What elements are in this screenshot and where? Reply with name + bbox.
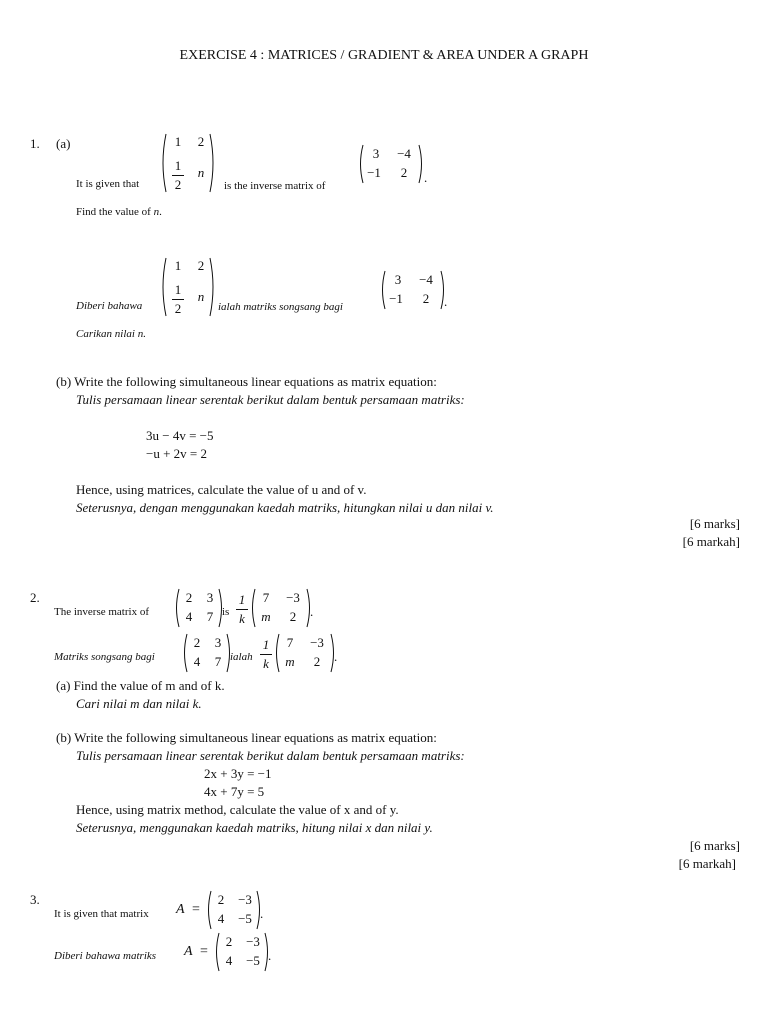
q1-inverse-text-ms: ialah matriks songsang bagi	[218, 301, 343, 313]
q1-part-b-en: (b) Write the following simultaneous linear equations as matrix equation:	[56, 374, 437, 389]
q1-marks-ms: [6 markah]	[682, 534, 740, 549]
q2-fraction-ms: 1 k	[260, 637, 272, 672]
q3-matrix-name-ms: A	[184, 944, 193, 959]
q1-inverse-text: is the inverse matrix of	[224, 180, 326, 192]
q3-equals-ms: =	[200, 944, 208, 959]
matrix-cell: 4	[217, 911, 225, 926]
q1-equation-1: 3u − 4v = −5	[146, 428, 214, 443]
q1-given-text-ms: Diberi bahawa	[76, 300, 143, 312]
matrix-cell: 4	[225, 953, 233, 968]
period: .	[268, 948, 272, 963]
q3-matrix	[206, 890, 262, 930]
q1-original-matrix	[358, 144, 424, 184]
q2-matrix-a-ms	[182, 633, 232, 673]
q3-given-text-ms: Diberi bahawa matriks	[54, 950, 157, 962]
q1-hence-en: Hence, using matrices, calculate the value of u and of v.	[76, 482, 367, 497]
q2-marks-ms: [6 markah]	[678, 856, 736, 871]
matrix-cell: 2	[225, 934, 233, 949]
matrix-brackets	[214, 932, 270, 972]
q2-part-b-en: (b) Write the following simultaneous linear equations as matrix equation:	[56, 730, 437, 745]
matrix-cell: 3	[206, 590, 214, 605]
q2-part-a-en: (a) Find the value of m and of k.	[56, 678, 225, 693]
q2-matrix-b-ms	[274, 633, 336, 673]
matrix-fraction: 1 2	[172, 158, 184, 193]
q2-equation-1: 2x + 3y = −1	[204, 766, 272, 781]
matrix-cell: n	[197, 165, 205, 180]
q1-number: 1.	[30, 136, 40, 151]
q2-equation-2: 4x + 7y = 5	[204, 784, 265, 799]
matrix-fraction: 1 2	[172, 282, 184, 317]
q1-given-text: It is given that	[76, 178, 140, 190]
q2-matrix-b	[250, 588, 312, 628]
matrix-brackets	[160, 256, 216, 318]
q2-fraction: 1 k	[236, 592, 248, 627]
matrix-cell: −3	[310, 635, 324, 650]
matrix-cell: m	[285, 654, 295, 669]
q2-is-text: is	[222, 606, 230, 618]
matrix-brackets	[274, 633, 336, 673]
period: .	[334, 649, 338, 664]
q3-given-text: It is given that matrix	[54, 908, 149, 920]
matrix-cell: 1	[174, 134, 182, 149]
matrix-cell: 2	[422, 291, 430, 306]
matrix-cell: −5	[238, 911, 252, 926]
q3-matrix-ms	[214, 932, 270, 972]
period: .	[260, 906, 264, 921]
q1-part-b-ms: Tulis persamaan linear serentak berikut dalam bentuk persamaan matriks:	[76, 392, 465, 407]
q2-matrix-a	[174, 588, 224, 628]
q2-hence-ms: Seterusnya, menggunakan kaedah matriks, hitung nilai x dan nilai y.	[76, 820, 433, 835]
q2-marks-en: [6 marks]	[689, 838, 740, 853]
matrix-cell: 2	[289, 609, 297, 624]
page-title: EXERCISE 4 : MATRICES / GRADIENT & AREA UNDER A GRAPH	[179, 48, 589, 63]
matrix-cell: 3	[394, 272, 402, 287]
matrix-brackets	[206, 890, 262, 930]
q3-matrix-name: A	[176, 902, 185, 917]
matrix-cell: 2	[185, 590, 193, 605]
matrix-cell: −1	[367, 165, 381, 180]
q1-find-text-ms: Carikan nilai n.	[76, 328, 146, 340]
matrix-cell: m	[261, 609, 271, 624]
period: .	[444, 294, 448, 309]
matrix-cell: −5	[246, 953, 260, 968]
matrix-cell: −4	[419, 272, 433, 287]
q1-inverse-matrix	[160, 132, 216, 194]
matrix-cell: 7	[214, 654, 222, 669]
matrix-cell: 7	[286, 635, 294, 650]
q3-number: 3.	[30, 892, 40, 907]
q1-equation-2: −u + 2v = 2	[146, 446, 207, 461]
matrix-cell: 2	[217, 892, 225, 907]
q2-part-b-ms: Tulis persamaan linear serentak berikut dalam bentuk persamaan matriks:	[76, 748, 465, 763]
q1-hence-ms: Seterusnya, dengan menggunakan kaedah matriks, hitungkan nilai u dan nilai v.	[76, 500, 494, 515]
matrix-cell: 3	[214, 635, 222, 650]
matrix-cell: −3	[286, 590, 300, 605]
matrix-cell: −3	[246, 934, 260, 949]
matrix-cell: −1	[389, 291, 403, 306]
matrix-cell: 3	[372, 146, 380, 161]
matrix-cell: n	[197, 289, 205, 304]
matrix-cell: 2	[197, 134, 205, 149]
q3-equals: =	[192, 902, 200, 917]
q1-inverse-matrix-ms	[160, 256, 216, 318]
q2-inverse-text-ms: Matriks songsang bagi	[54, 651, 155, 663]
matrix-cell: 2	[313, 654, 321, 669]
q1-part-a-label: (a)	[56, 136, 71, 151]
matrix-brackets	[250, 588, 312, 628]
matrix-brackets	[160, 132, 216, 194]
q1-find-text: Find the value of n.	[76, 206, 162, 218]
matrix-cell: 4	[193, 654, 201, 669]
matrix-brackets	[182, 633, 232, 673]
q2-part-a-ms: Cari nilai m dan nilai k.	[76, 696, 202, 711]
period: .	[424, 170, 428, 185]
q2-number: 2.	[30, 590, 40, 605]
matrix-cell: 7	[206, 609, 214, 624]
period: .	[310, 604, 314, 619]
q1-original-matrix-ms	[380, 270, 446, 310]
q2-hence-en: Hence, using matrix method, calculate the value of x and of y.	[76, 802, 399, 817]
q2-ialah-text: ialah	[230, 651, 253, 663]
matrix-cell: 2	[400, 165, 408, 180]
matrix-brackets	[174, 588, 224, 628]
q2-inverse-text: The inverse matrix of	[54, 606, 149, 618]
matrix-cell: 7	[262, 590, 270, 605]
matrix-cell: 2	[193, 635, 201, 650]
matrix-cell: 4	[185, 609, 193, 624]
matrix-cell: 1	[174, 258, 182, 273]
matrix-cell: −4	[397, 146, 411, 161]
matrix-cell: −3	[238, 892, 252, 907]
q1-marks-en: [6 marks]	[689, 516, 740, 531]
matrix-cell: 2	[197, 258, 205, 273]
